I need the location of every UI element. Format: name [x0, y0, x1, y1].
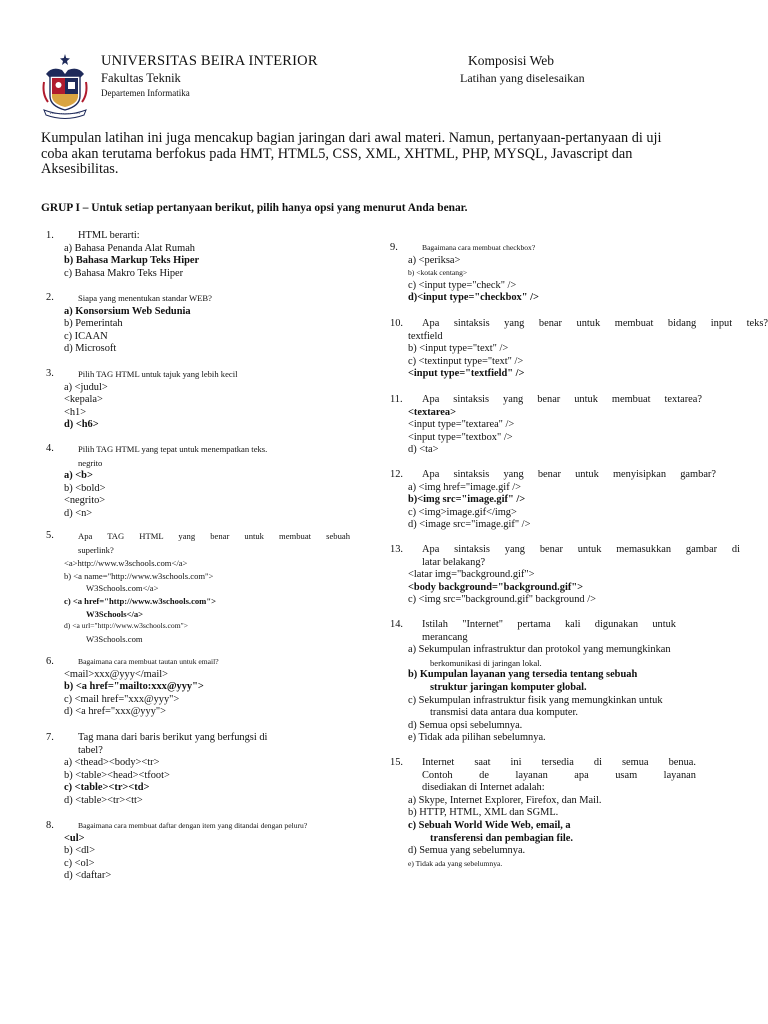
question-9 [390, 242, 768, 305]
question-number: 1. [46, 230, 54, 241]
option: a) <judul> [64, 381, 108, 393]
option: c) Bahasa Makro Teks Hiper [64, 267, 184, 279]
group-title: GRUP I – Untuk setiap pertanyaan berikut, pilih hanya opsi yang menurut Anda benar. [41, 202, 468, 214]
question-3 [46, 368, 350, 432]
question-number: 13. [390, 544, 403, 555]
department-name: Departemen Informatika [101, 88, 190, 98]
question-4 [46, 443, 350, 521]
question-1 [46, 230, 350, 280]
option-correct: b) <a href="mailto:xxx@yyy"> [64, 681, 204, 693]
option: d) Semua yang sebelumnya. [408, 845, 526, 857]
question-text: Apa sintaksis yang benar untuk menyisipkan gambar? [422, 469, 716, 480]
question-text: Apa sintaksis yang benar untuk membuat bidang input teks? [422, 318, 768, 329]
option: a) Bahasa Penanda Alat Rumah [64, 242, 195, 254]
option: <input type="textarea" /> [408, 419, 515, 431]
option: b) <a name="http://www.w3schools.com"> [64, 570, 214, 581]
question-12 [390, 469, 716, 532]
option: b) <input type="text" /> [408, 343, 509, 355]
question-number: 4. [46, 443, 54, 454]
question-11 [390, 394, 702, 457]
university-logo-seal [40, 52, 90, 122]
question-14 [390, 619, 676, 745]
question-text-cont: negrito [78, 457, 103, 468]
option-correct: a) Konsorsium Web Sedunia [64, 305, 191, 317]
question-2 [46, 292, 350, 356]
option: <a>http://www.w3schools.com</a> [64, 558, 188, 569]
question-text: Siapa yang menentukan standar WEB? [78, 293, 212, 303]
option: c) <textinput type="text" /> [408, 355, 524, 367]
question-text: Apa TAG HTML yang benar untuk membuat sebuah [78, 531, 350, 541]
option: e) Tidak ada pilihan sebelumnya. [408, 732, 546, 744]
faculty-name: Fakultas Teknik [101, 71, 181, 85]
option-correct-cont: transferensi dan pembagian file. [430, 832, 573, 844]
question-8 [46, 820, 350, 883]
option: e) Tidak ada yang sebelumnya. [408, 858, 503, 868]
question-10 [390, 318, 768, 381]
option: c) Sekumpulan infrastruktur fisik yang memungkinkan untuk [408, 694, 663, 706]
question-5 [46, 530, 350, 645]
question-text-cont: disediakan di Internet adalah: [422, 782, 545, 794]
option: <h1> [64, 406, 87, 418]
option: c) <mail href="xxx@yyy"> [64, 693, 180, 705]
question-text: Pilih TAG HTML untuk tajuk yang lebih kecil [78, 369, 238, 379]
question-number: 7. [46, 732, 54, 743]
question-number: 12. [390, 469, 403, 480]
question-text: Bagaimana cara membuat tautan untuk email? [78, 657, 219, 666]
question-text-cont: superlink? [78, 544, 114, 555]
option-correct-cont: W3Schools</a> [86, 608, 144, 619]
question-7 [46, 732, 350, 808]
option-cont: berkomunikasi di jaringan lokal. [430, 657, 542, 668]
option: c) <input type="check" /> [408, 279, 517, 291]
question-text: Apa sintaksis yang benar untuk memasukkan gambar di [422, 544, 740, 555]
question-text-cont: latar belakang? [422, 556, 486, 568]
question-number: 14. [390, 619, 403, 630]
option-correct: a) <b> [64, 470, 93, 482]
question-number: 10. [390, 318, 403, 329]
question-15 [390, 757, 696, 870]
option: b) <dl> [64, 845, 96, 857]
question-number: 11. [390, 394, 403, 405]
question-text: Apa sintaksis yang benar untuk membuat textarea? [422, 394, 702, 405]
option-correct: b)<img src="image.gif" /> [408, 494, 526, 506]
option: <negrito> [64, 495, 106, 507]
question-number: 3. [46, 368, 54, 379]
option: d) <a url="http://www.w3schools.com"> [64, 621, 189, 631]
option-correct: <input type="textfield" /> [408, 368, 525, 380]
option: c) ICAAN [64, 330, 108, 342]
question-text: Internet saat ini tersedia di semua benua. [422, 757, 696, 768]
question-text: Bagaimana cara membuat daftar dengan item yang ditandai dengan peluru? [78, 821, 308, 830]
option-correct: c) <table><tr><td> [64, 782, 150, 794]
option: b) <kotak centang> [408, 268, 468, 278]
option: c) <img>image.gif</img> [408, 506, 517, 518]
option-correct: b) Bahasa Markup Teks Hiper [64, 255, 200, 267]
option: b) Pemerintah [64, 318, 123, 330]
question-number: 5. [46, 530, 54, 541]
option: a) <periksa> [408, 254, 461, 266]
question-text-cont: textfield [408, 330, 443, 342]
option: a) Sekumpulan infrastruktur dan protokol yang memungkinkan [408, 644, 671, 656]
course-subtitle: Latihan yang diselesaikan [460, 71, 585, 85]
question-text: Bagaimana cara membuat checkbox? [422, 243, 536, 252]
option-correct: d)<input type="checkbox" /> [408, 292, 539, 304]
university-name: UNIVERSITAS BEIRA INTERIOR [101, 53, 318, 69]
option: a) <thead><body><tr> [64, 757, 160, 769]
intro-paragraph: Kumpulan latihan ini juga mencakup bagian jaringan dari awal materi. Namun, pertanyaan-pertanyaan di uji coba akan terutama berfokus pada HMT, HTML5, CSS, XML, XHTML, PHP, MYSQL, Javascript dan Aksesibilitas. [41, 130, 662, 178]
option: d) Microsoft [64, 343, 117, 355]
option-cont: W3Schools.com [86, 633, 143, 644]
option: b) <bold> [64, 482, 106, 494]
option-correct: <textarea> [408, 406, 456, 418]
option: d) <table><tr><tt> [64, 794, 143, 806]
question-text-cont: merancang [422, 631, 468, 643]
option: <kepala> [64, 394, 103, 406]
option: c) <img src="background.gif" background /> [408, 594, 596, 606]
course-title: Komposisi Web [468, 53, 555, 68]
option: d) <daftar> [64, 870, 112, 882]
option: a) <img href="image.gif /> [408, 481, 521, 493]
question-text: HTML berarti: [78, 230, 140, 241]
question-text: Tag mana dari baris berikut yang berfungsi di [78, 732, 268, 743]
option-correct: c) <a href="http://www.w3schools.com"> [64, 595, 217, 606]
question-text-cont: tabel? [78, 744, 103, 756]
option: <latar img="background.gif"> [408, 569, 535, 581]
question-number: 8. [46, 820, 54, 831]
question-number: 15. [390, 757, 403, 768]
option: d) <ta> [408, 444, 439, 456]
question-number: 2. [46, 292, 54, 303]
option: d) <a href="xxx@yyy"> [64, 706, 166, 718]
option: d) <image src="image.gif" /> [408, 519, 531, 531]
option-correct: <ul> [64, 832, 85, 844]
option-correct: d) <h6> [64, 419, 99, 431]
option: b) <table><head><tfoot> [64, 769, 170, 781]
option-cont: transmisi data antara dua komputer. [430, 707, 579, 719]
option: b) HTTP, HTML, XML dan SGML. [408, 807, 559, 819]
option-correct: c) Sebuah World Wide Web, email, a [408, 819, 571, 831]
question-number: 6. [46, 656, 54, 667]
option: d) <n> [64, 507, 93, 519]
question-text-cont: Contoh de layanan apa usam layanan [422, 769, 696, 781]
option: d) Semua opsi sebelumnya. [408, 719, 523, 731]
option-correct: <body background="background.gif"> [408, 581, 584, 593]
option: <mail>xxx@yyy</mail> [64, 668, 169, 680]
option-correct: b) Kumpulan layanan yang tersedia tentang sebuah [408, 669, 638, 681]
option: <input type="textbox" /> [408, 431, 513, 443]
question-text: Istilah "Internet" pertama kali digunakan untuk [422, 619, 676, 630]
question-6 [46, 656, 350, 719]
question-number: 9. [390, 242, 398, 253]
option: a) Skype, Internet Explorer, Firefox, dan Mail. [408, 794, 602, 806]
option-cont: W3Schools.com</a> [86, 583, 159, 594]
question-text: Pilih TAG HTML yang tepat untuk menempatkan teks. [78, 444, 268, 454]
option-correct-cont: struktur jaringan komputer global. [430, 681, 587, 693]
question-13 [390, 544, 740, 607]
option: c) <ol> [64, 857, 95, 869]
